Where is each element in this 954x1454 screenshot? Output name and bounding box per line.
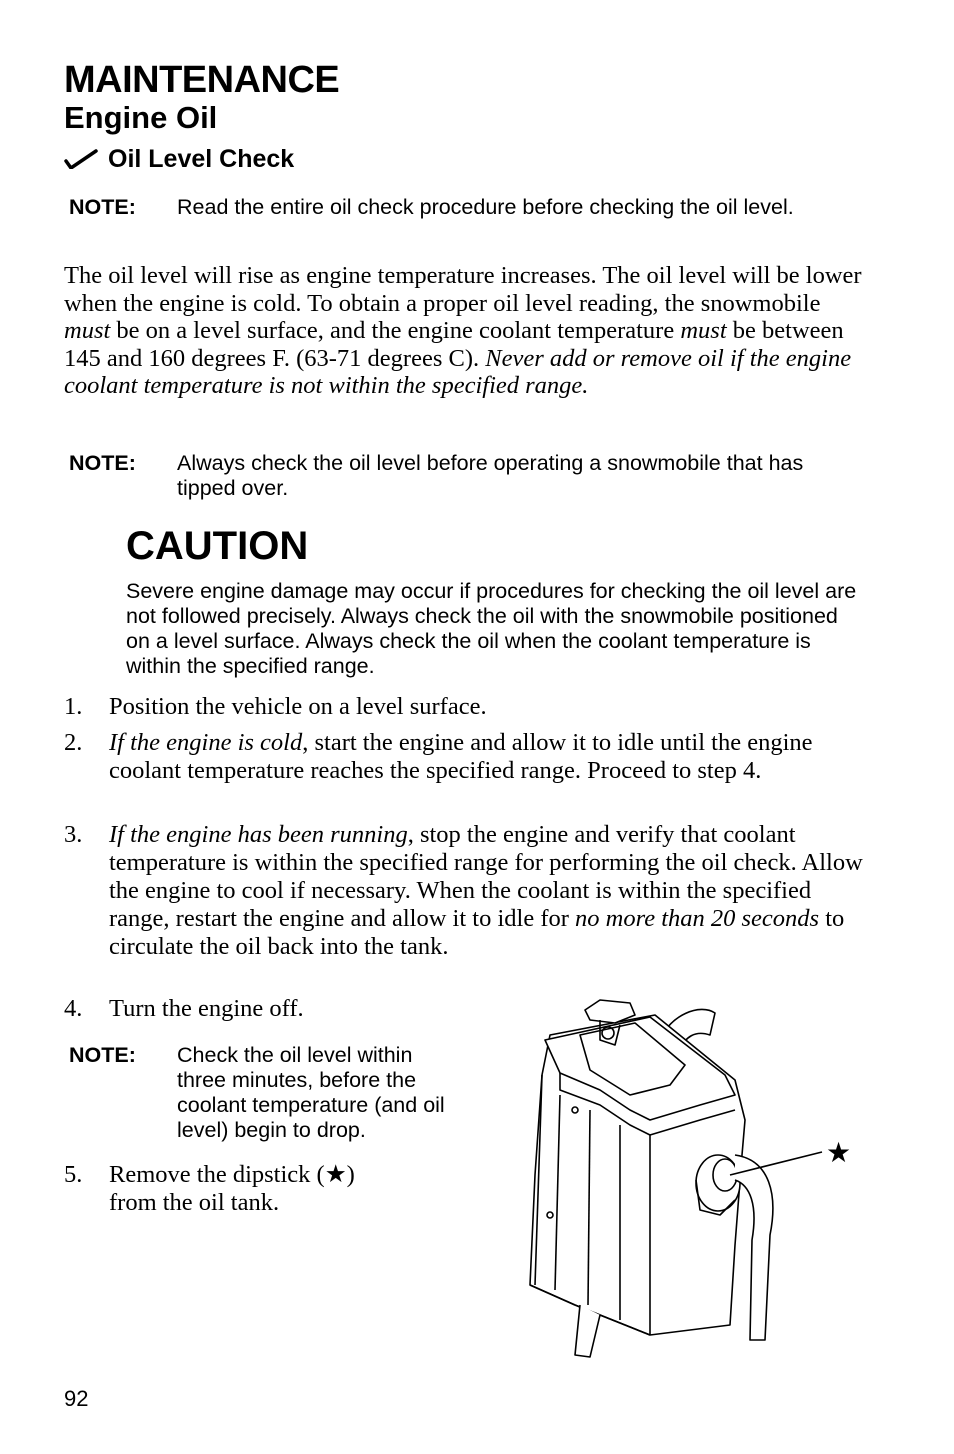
step-number: 5. (64, 1161, 83, 1188)
step-text-body: , stop the engine and verify that coolant temperature is within the specified range for performing the oil check. Allow the engine to cool if necessary. When the coolant is within the specified range, restart the engine and allow it to idle for (109, 821, 863, 932)
note-text: Read the entire oil check procedure before checking the oil level. (177, 195, 794, 219)
step-number: 4. (64, 995, 83, 1022)
page-number: 92 (64, 1386, 89, 1411)
intro-text: be on a level surface, and the engine coolant temperature (110, 317, 681, 344)
step-text (109, 821, 864, 961)
step-number: 1. (64, 693, 83, 720)
note-block (69, 451, 859, 501)
note-label: NOTE: (69, 195, 136, 219)
step-item (64, 821, 864, 961)
caution-text: Severe engine damage may occur if procedures for checking the oil level are not followed precisely. Always check the oil with the snowmobile positioned on a level surface. Always check the oil when the coolant temperature is within the specified range. (126, 579, 857, 678)
step-item (64, 1161, 404, 1217)
note-block (69, 195, 859, 220)
step-emphasis: If the engine is cold (109, 729, 303, 756)
step-text-body: to circulate the oil back into the tank. (109, 905, 845, 960)
subsection-title: Engine Oil (64, 100, 218, 135)
step-text: Turn the engine off. (109, 995, 304, 1022)
topic-label: Oil Level Check (108, 145, 295, 173)
step-text (109, 729, 864, 785)
intro-emphasis: must (680, 317, 727, 344)
note-text: Check the oil level within three minutes, before the coolant temperature (and oil level) begin to drop. (177, 1043, 445, 1142)
note-label: NOTE: (69, 1043, 136, 1067)
intro-text: The oil level will rise as engine temperature increases. The oil level will be lower when the engine is cold. To obtain a proper oil level reading, the snowmobile (64, 262, 862, 317)
star-callout: ★ (826, 1136, 852, 1169)
caution-heading: CAUTION (126, 524, 309, 568)
step-number: 2. (64, 729, 83, 756)
note-block (69, 1043, 464, 1143)
step-emphasis: no more than 20 seconds (575, 905, 820, 932)
note-label: NOTE: (69, 451, 136, 475)
intro-warning: Never add or remove oil if the engine coolant temperature is not within the specified range. (64, 344, 852, 399)
step-text: Remove the dipstick (★) from the oil tank. (109, 1161, 355, 1216)
section-title: MAINTENANCE (64, 59, 340, 101)
intro-paragraph (64, 262, 864, 400)
note-text: Always check the oil level before operating a snowmobile that has tipped over. (177, 451, 804, 500)
step-item (64, 693, 864, 721)
step-item (64, 729, 864, 785)
checkmark-icon (64, 149, 98, 169)
step-text-body: , start the engine and allow it to idle until the engine coolant temperature reaches the specified range. Proceed to step 4. (109, 729, 813, 784)
intro-text: be between 145 and 160 degrees F. (63-71 degrees C). (64, 317, 844, 372)
step-item (64, 995, 484, 1023)
topic-heading (64, 143, 294, 175)
step-text: Position the vehicle on a level surface. (109, 693, 487, 720)
oil-tank-illustration (520, 995, 860, 1365)
intro-emphasis: must (64, 317, 111, 344)
step-emphasis: If the engine has been running (109, 821, 408, 848)
step-number: 3. (64, 821, 83, 848)
